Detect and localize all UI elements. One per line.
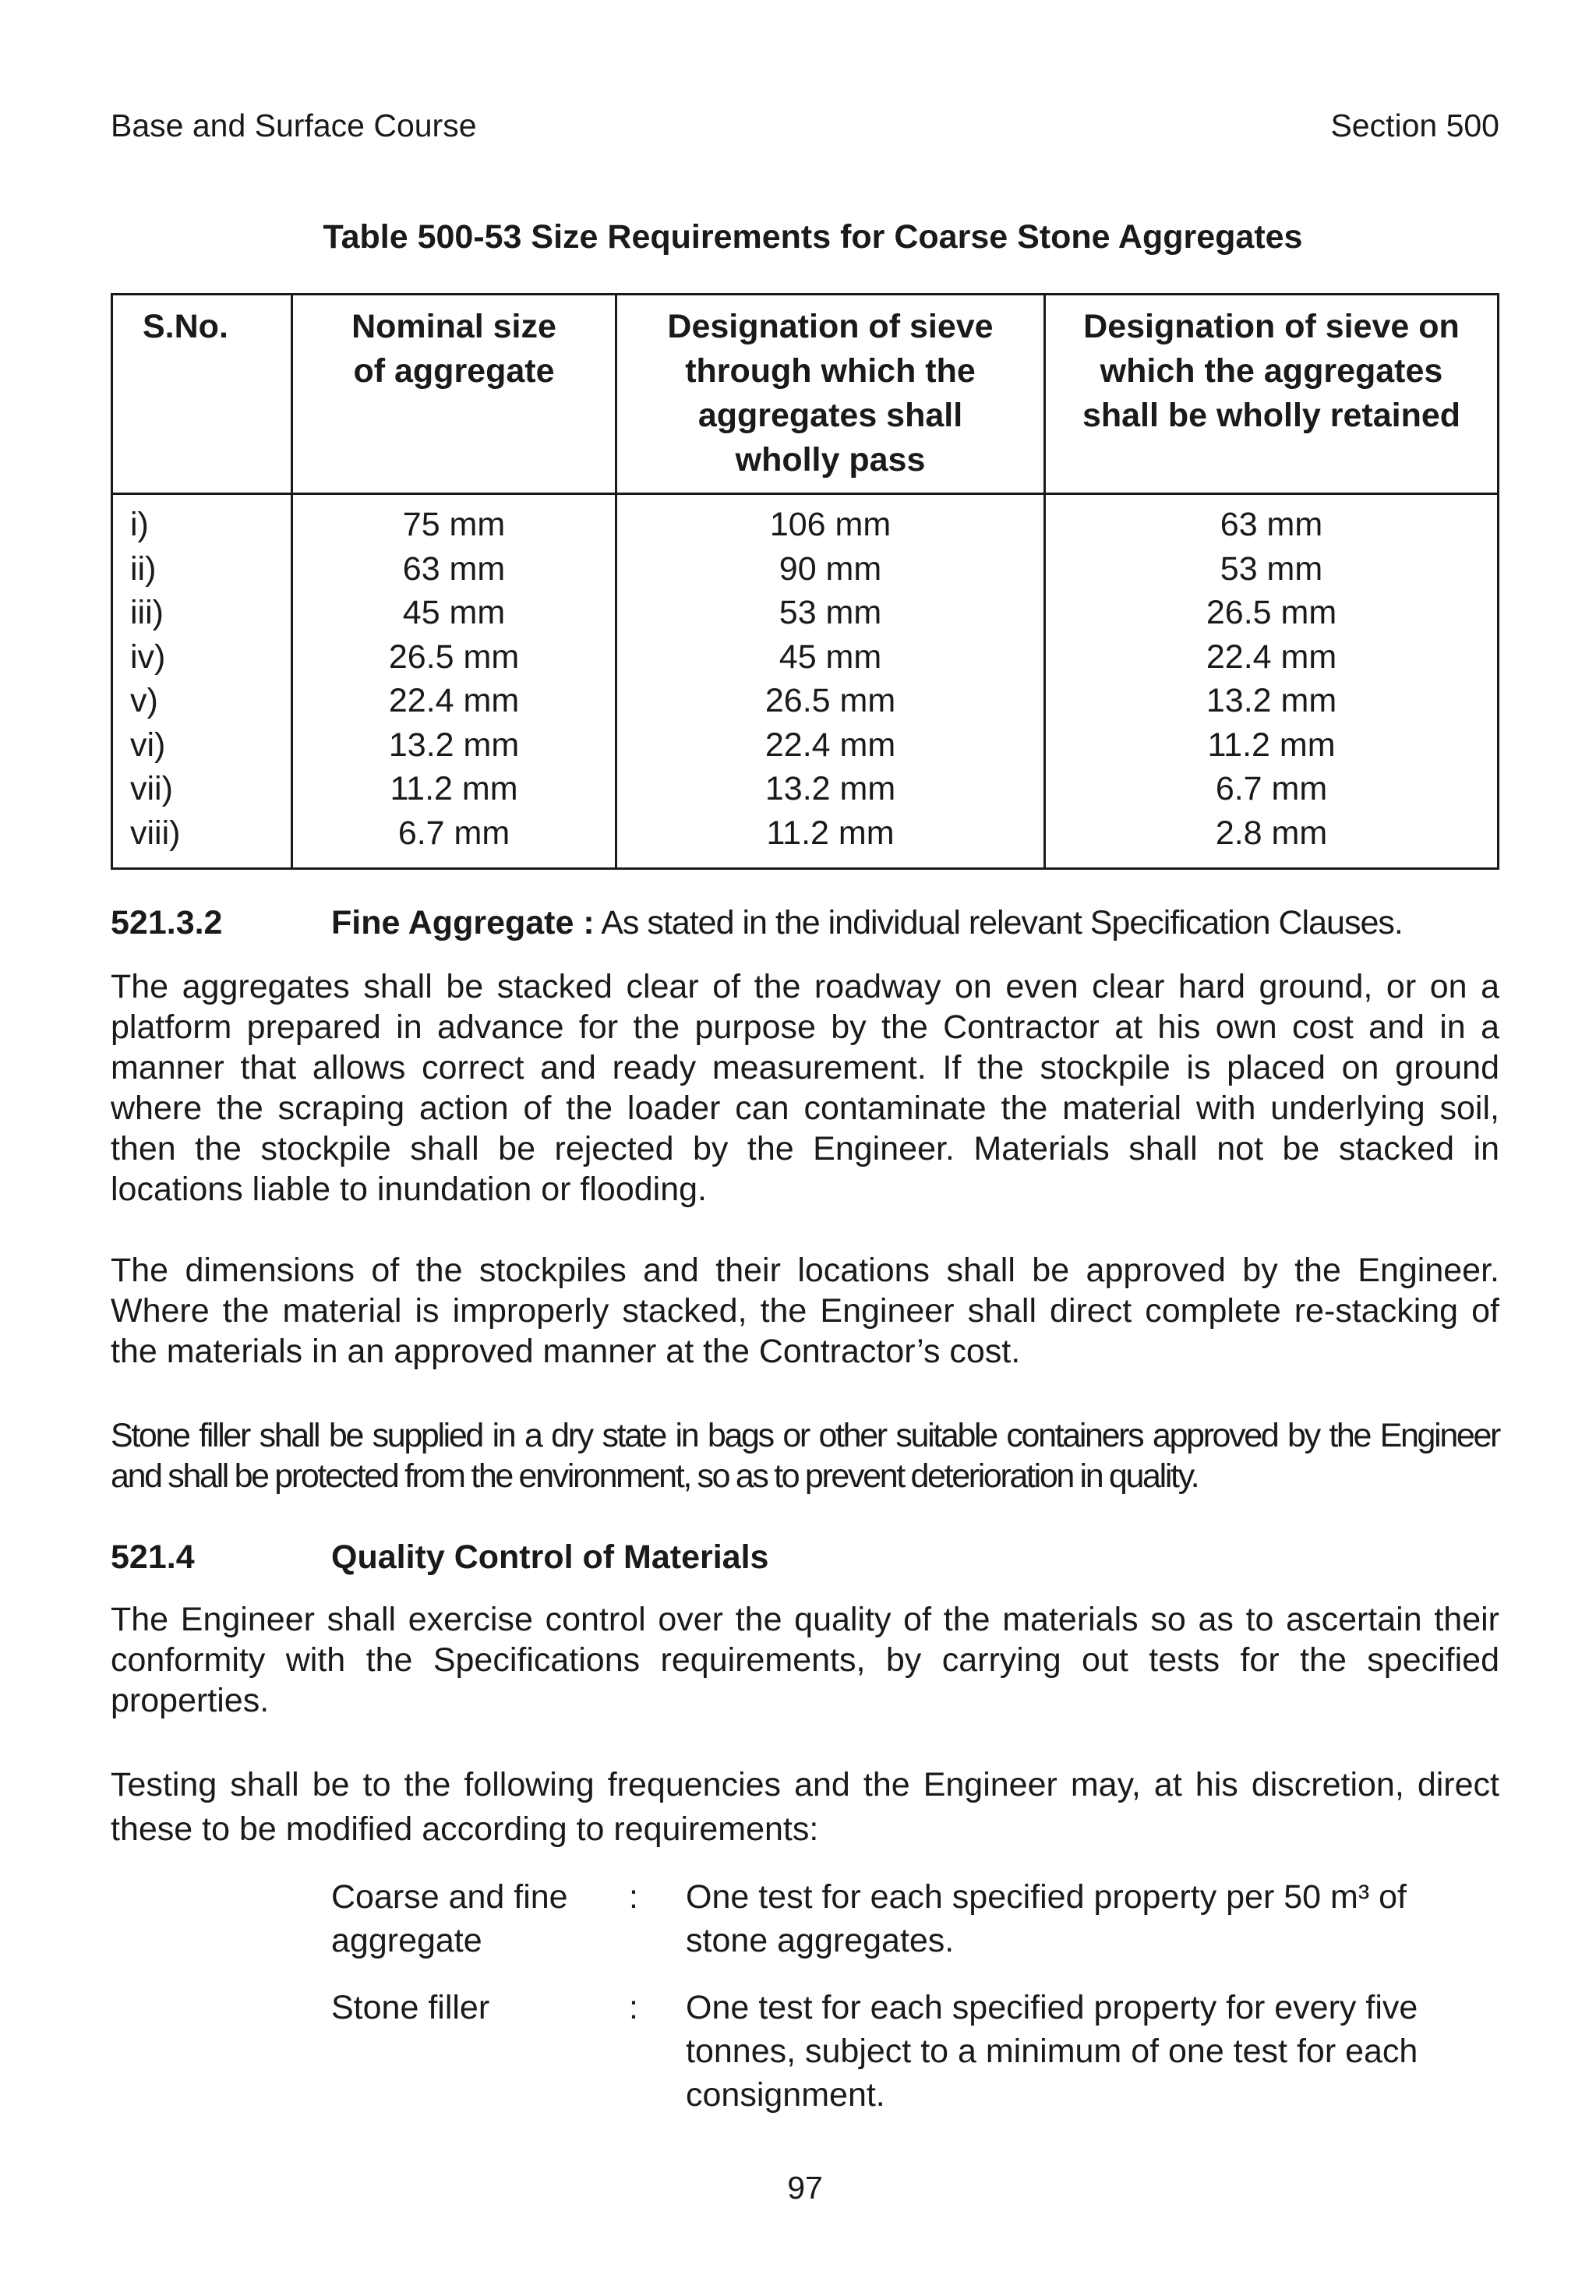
table-cell: 22.4 mm	[764, 726, 896, 764]
table-cell: 45 mm	[402, 594, 506, 631]
table-cell: i)	[130, 506, 149, 543]
column-nominal-size	[291, 295, 615, 867]
table-cell: 13.2 mm	[388, 726, 520, 764]
table-cell: 11.2 mm	[390, 770, 518, 807]
table-cell: iv)	[130, 638, 166, 676]
table-cell: 6.7 mm	[397, 814, 510, 852]
header-right: Section 500	[1330, 108, 1499, 143]
header-left: Base and Surface Course	[111, 108, 477, 143]
table-cell: 13.2 mm	[764, 770, 896, 807]
clause-heading: Quality Control of Materials	[331, 1538, 769, 1576]
table-cell: vii)	[130, 770, 173, 807]
column-sno	[113, 295, 291, 867]
paragraph-quality-control: The Engineer shall exercise control over the quality of the materials so as to ascertain their conformity with the Specifications requirements, by carrying out tests for the specified properties.	[111, 1601, 1499, 1719]
column-header: Designation of sieve through which the aggregates shall wholly pass	[667, 308, 994, 479]
frequency-colon: :	[629, 1989, 638, 2026]
running-header	[111, 108, 1499, 144]
table-cell: 22.4 mm	[1206, 638, 1337, 676]
paragraph-stone-filler: Stone filler shall be supplied in a dry state in bags or other suitable containers approved by the Engineer and shall be protected from the environment, so as to prevent deterioration in quality.	[111, 1417, 1499, 1495]
paragraph-stockpiles: The dimensions of the stockpiles and their locations shall be approved by the Engineer. Where the material is improperly stacked, the Engineer shall direct complete re-stacking of the materials in an approved manner at the Contractor’s cost.	[111, 1252, 1499, 1370]
table-cell: 63 mm	[402, 549, 506, 588]
table-cell: iii)	[130, 594, 164, 631]
table-cell: 22.4 mm	[388, 682, 520, 719]
table-cell: 6.7 mm	[1215, 770, 1328, 807]
table-cell: ii)	[130, 549, 157, 588]
column-header: Designation of sieve on which the aggregates shall be wholly retained	[1082, 308, 1461, 434]
column-sieve-retained	[1043, 295, 1497, 867]
frequency-term: Coarse and fine aggregate	[331, 1878, 568, 1959]
column-sieve-pass	[615, 295, 1043, 867]
table-cell: 90 mm	[779, 549, 882, 588]
table-cell: 63 mm	[1220, 506, 1323, 543]
table-cell: 26.5 mm	[764, 682, 896, 719]
paragraph-stacking: The aggregates shall be stacked clear of the roadway on even clear hard ground, or on a platform prepared in advance for the purpose by the Contractor at his own cost and in a manner that allows correct and ready measurement. If the stockpile is placed on ground where the scraping action of the loader can contaminate the material with underlying soil, then the stockpile shall be rejected by the Engineer. Materials shall not be stacked in locations liable to inundation or flooding.	[111, 968, 1499, 1208]
paragraph-testing: Testing shall be to the following frequencies and the Engineer may, at his discretion, direct these to be modified according to requirements:	[111, 1766, 1499, 1848]
table-cell: 2.8 mm	[1215, 814, 1328, 852]
clause-521-3-2	[111, 904, 1513, 942]
frequency-definition: One test for each specified property for every five tonnes, subject to a minimum of one test for each consignment.	[686, 1989, 1418, 2114]
table-cell: 11.2 mm	[1207, 726, 1336, 764]
table-cell: v)	[130, 682, 158, 719]
clause-heading: Fine Aggregate :	[331, 904, 595, 941]
table-cell: 11.2 mm	[766, 814, 895, 852]
table-cell: vi)	[130, 726, 166, 764]
frequency-definition: One test for each specified property per 50 m³ of stone aggregates.	[686, 1878, 1407, 1959]
frequency-colon: :	[629, 1878, 638, 1916]
table-cell: 53 mm	[1220, 549, 1323, 588]
table-cell: 45 mm	[779, 638, 882, 676]
clause-number: 521.4	[111, 1538, 195, 1576]
table-cell: 26.5 mm	[1206, 594, 1337, 631]
clause-number: 521.3.2	[111, 904, 223, 941]
frequency-term: Stone filler	[331, 1989, 490, 2026]
table-cell: 75 mm	[402, 506, 506, 543]
table-cell: 53 mm	[779, 594, 882, 631]
table-title: Table 500-53 Size Requirements for Coarse Stone Aggregates	[323, 218, 1303, 256]
table-cell: 13.2 mm	[1206, 682, 1337, 719]
column-header: S.No.	[143, 308, 228, 345]
table-cell: 26.5 mm	[388, 638, 520, 676]
table-cell: 106 mm	[769, 506, 892, 543]
aggregate-size-table	[111, 293, 1499, 870]
page-number: 97	[787, 2170, 823, 2206]
column-header: Nominal size of aggregate	[351, 308, 556, 390]
clause-521-4	[111, 1538, 1513, 1577]
table-cell: viii)	[130, 814, 181, 852]
clause-text: As stated in the individual relevant Specification Clauses.	[594, 904, 1403, 941]
